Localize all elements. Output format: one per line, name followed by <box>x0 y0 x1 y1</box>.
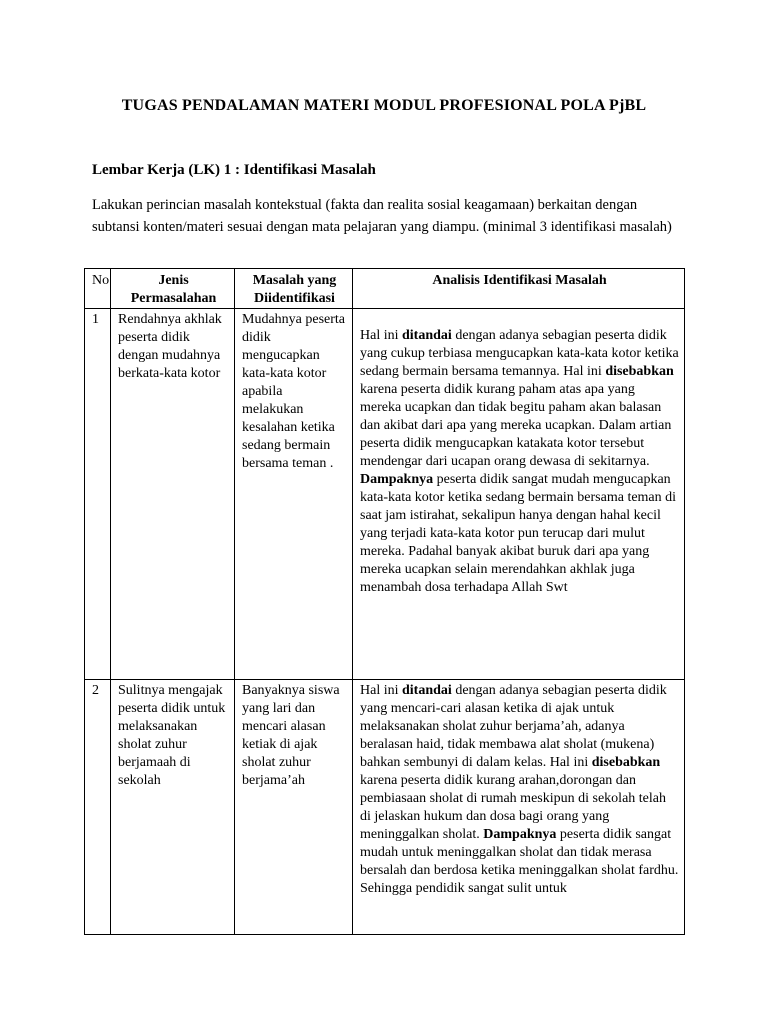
table-row <box>85 309 685 680</box>
analisis-cell <box>353 309 685 680</box>
header-no: No <box>85 269 111 309</box>
keyword-ditandai: ditandai <box>402 683 452 698</box>
analysis-text: Hal ini <box>360 683 402 698</box>
table-row <box>85 680 685 935</box>
keyword-ditandai: ditandai <box>402 328 452 343</box>
keyword-disebabkan: disebabkan <box>591 755 661 770</box>
keyword-dampaknya: Dampaknya <box>483 827 557 842</box>
analysis-text: dengan adanya sebagian peserta didik yang mencari-cari alasan ketika di ajak untuk melaksanakan sholat zuhur berjama’ah, adanya beralasan haid, tidak membawa alat sholat (mukena) bahkan sembunyi di dalam kelas. Hal ini <box>360 683 667 770</box>
table-header-row <box>85 269 685 309</box>
keyword-dampaknya: Dampaknya <box>360 472 434 487</box>
jenis-permasalahan-cell: Rendahnya akhlak peserta didik dengan mudahnya berkata-kata kotor <box>111 309 235 680</box>
analysis-text: peserta didik sangat mudah untuk meninggalkan sholat dan tidak merasa bersalah dan berdosa ketika meninggalkan sholat fardhu. Sehingga pendidik sangat sulit untuk <box>360 827 679 896</box>
analysis-text: karena peserta didik kurang paham atas apa yang mereka ucapkan dan tidak begitu paham akan balasan dan akibat dari apa yang mereka ucapkan. Dalam artian peserta didik mengucapkan katakata kotor tersebut mendengar dari ucapan orang dewasa di sekitarnya. <box>360 382 672 469</box>
document-title: TUGAS PENDALAMAN MATERI MODUL PROFESIONAL POLA PjBL <box>121 97 647 114</box>
masalah-cell: Mudahnya peserta didik mengucapkan kata-kata kotor apabila melakukan kesalahan ketika sedang bermain bersama teman . <box>235 309 353 680</box>
analysis-text: peserta didik sangat mudah mengucapkan kata-kata kotor ketika sedang bermain bersama teman di saat jam istirahat, sekalipun hanya dengan hahal kecil yang terjadi kata-kata kotor pun terucap dari mulut mereka. Padahal banyak akibat buruk dari apa yang mereka ucapkan selain merendahkan akhlak juga menambah dosa terhadapa Allah Swt <box>360 472 677 595</box>
instructions-paragraph: Lakukan perincian masalah kontekstual (fakta dan realita sosial keagamaan) berkaitan dengan subtansi konten/materi sesuai dengan mata pelajaran yang diampu. (minimal 3 identifikasi masalah) <box>92 197 672 235</box>
analisis-cell <box>353 680 685 935</box>
analysis-text: karena peserta didik kurang arahan,dorongan dan pembiasaan sholat di rumah meskipun di sekolah telah di jelaskan hukum dan dosa bagi orang yang meninggalkan sholat. <box>360 773 666 842</box>
jenis-permasalahan-cell: Sulitnya mengajak peserta didik untuk melaksanakan sholat zuhur berjamaah di sekolah <box>111 680 235 935</box>
worksheet-heading: Lembar Kerja (LK) 1 : Identifikasi Masalah <box>92 162 376 178</box>
header-analisis: Analisis Identifikasi Masalah <box>353 269 685 309</box>
analysis-text: Hal ini <box>360 328 402 343</box>
header-masalah-diidentifikasi: Masalah yang Diidentifikasi <box>235 269 353 309</box>
masalah-cell: Banyaknya siswa yang lari dan mencari alasan ketiak di ajak sholat zuhur berjama’ah <box>235 680 353 935</box>
header-jenis-permasalahan: Jenis Permasalahan <box>111 269 235 309</box>
row-number: 2 <box>85 680 111 935</box>
problem-identification-table <box>84 268 685 935</box>
row-number: 1 <box>85 309 111 680</box>
analysis-text: dengan adanya sebagian peserta didik yang cukup terbiasa mengucapkan kata-kata kotor ketika sedang bermain bersama temannya. Hal ini <box>360 328 679 379</box>
keyword-disebabkan: disebabkan <box>605 364 674 379</box>
